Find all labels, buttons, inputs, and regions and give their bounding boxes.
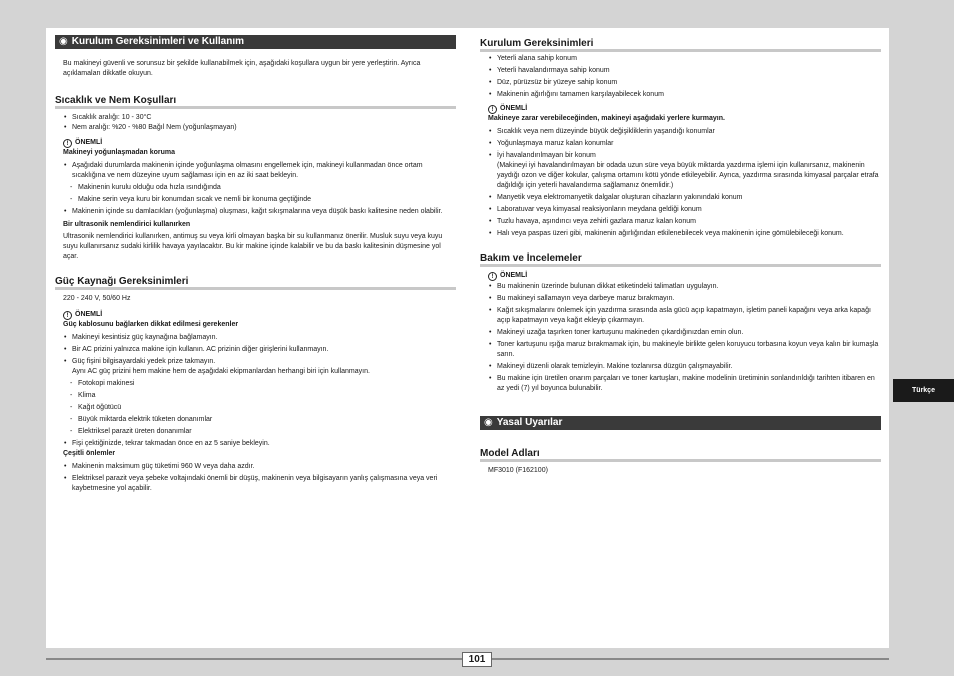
important-icon: ! [488, 272, 497, 281]
intro-text: Bu makineyi güvenli ve sorunsuz bir şekilde kullanabilmek için, aşağıdaki koşullara uygun bir yere yerleştirin. Ayrıca açıklamaları dikkatle okuyun. [63, 60, 421, 77]
list-item: • Elektriksel parazit veya şebeke voltajındaki önemli bir düşüş, makinenin veya bilgisayarın yanlış çalışmasına veya veri kaybetmesine yol açabilir. [72, 474, 456, 494]
list-item: • Sıcaklık veya nem düzeyinde büyük değişikliklerin yaşandığı konumlar [497, 127, 881, 137]
list-item: - Klima [78, 391, 456, 401]
list-item: • Makineyi düzenli olarak temizleyin. Makine tozlanırsa düzgün çalışmayabilir. [497, 362, 881, 372]
important-icon: ! [488, 105, 497, 114]
important-subheading: Makineye zarar verebileceğinden, makineyi aşağıdaki yerlere kurmayın. [488, 115, 725, 122]
list-item: • Makinenin içinde su damlacıkları (yoğunlaşma) oluşması, kağıt sıkışmalarına veya düşük baskı kalitesine neden olabilir. [72, 207, 456, 217]
section-bar-installation [55, 35, 456, 49]
power-note: Aynı AC güç prizini hem makine hem de aşağıdaki ekipmanlardan herhangi biri için kullanmayın. [72, 368, 370, 375]
list-item: • Bu makine için üretilen onarım parçaları ve toner kartuşları, makine modelinin üretiminin sonlandırıldığı tarihten itibaren en az yedi (7) yıl boyunca bulunabilir. [497, 374, 881, 394]
right-column [480, 35, 881, 476]
list-item: • Makinenin ağırlığını tamamen karşılayabilecek konum [497, 90, 881, 100]
important-label: ! ÖNEMLİ [55, 310, 456, 320]
list-item: • Makinenin maksimum güç tüketimi 960 W veya daha azdır. [72, 462, 456, 472]
heading-power: Güç Kaynağı Gereksinimleri [55, 276, 456, 290]
list-item: • Nem aralığı: %20 - %80 Bağıl Nem (yoğunlaşmayan) [72, 123, 456, 133]
ultrasonic-text: Ultrasonik nemlendirici kullanırken, antimuş su veya kirli olmayan başka bir su kullanmanız önerilir. Musluk suyu veya kuyu suyu kullanırsanız sudaki kirlilik havaya yayılacaktır. Bu kir makine içinde kalabilir ve bu da baskı kalitesinin düşmesine yol açar. [63, 233, 443, 260]
page-number: 101 [462, 652, 492, 667]
heading-model-names: Model Adları [480, 448, 881, 462]
list-item: • Düz, pürüzsüz bir yüzeye sahip konum [497, 78, 881, 88]
list-item: • Kağıt sıkışmalarını önlemek için yazdırma sırasında asla gücü açıp kapatmayın, işletim paneli kapağını veya arka kapağı açıp kapatmayın veya kağıt ekleyip çıkarmayın. [497, 306, 881, 326]
list-item: • Bu makinenin üzerinde bulunan dikkat etiketindeki talimatları uygulayın. [497, 282, 881, 292]
left-column [55, 35, 456, 494]
list-item: - Makine serin veya kuru bir konumdan sıcak ve nemli bir konuma geçtiğinde [78, 195, 456, 205]
list-item: • Yeterli alana sahip konum [497, 54, 881, 64]
section-bar-legal [480, 416, 881, 430]
list-item: - Makinenin kurulu olduğu oda hızla ısındığında [78, 183, 456, 193]
section-bullet-icon: ◉ [484, 417, 493, 428]
section-title: Kurulum Gereksinimleri ve Kullanım [71, 36, 245, 47]
list-item: • Aşağıdaki durumlarda makinenin içinde yoğunlaşma olmasını engellemek için, makineyi kullanmadan önce ortam sıcaklığına ve nem düzeyine uyum sağlaması için en az iki saat bekleyin. [72, 161, 456, 181]
important-label: ! ÖNEMLİ [55, 138, 456, 148]
list-item: - Fotokopi makinesi [78, 379, 456, 389]
list-item: • Halı veya paspas üzeri gibi, makinenin ağırlığından etkilenebilecek veya makinenin içine gömülebileceği konum. [497, 229, 881, 239]
list-item: • Sıcaklık aralığı: 10 - 30°C [72, 113, 456, 123]
language-tab[interactable]: Türkçe [893, 379, 954, 402]
heading-installation-req: Kurulum Gereksinimleri [480, 35, 881, 52]
list-item: • Makineyi kesintisiz güç kaynağına bağlamayın. [72, 333, 456, 343]
ventilation-note: (Makineyi iyi havalandırılmayan bir odada uzun süre veya büyük miktarda yazdırma işlemi için kullanırsanız, makinenin yaydığı ozon ve diğer kokular, çalışma ortamını kötü yönde etkileyebilir. Ayrıca, yazdırma sırasında kimyasal parçalar etrafa dağıldığı için yeterli havalandırma sağlamanız önemlidir.) [497, 162, 879, 189]
list-item: • Laboratuvar veya kimyasal reaksiyonların meydana geldiği konum [497, 205, 881, 215]
list-item: - Elektriksel parazit üreten donanımlar [78, 427, 456, 437]
heading-maintenance: Bakım ve İncelemeler [480, 253, 881, 267]
important-subheading: Çeşitli önlemler [63, 450, 116, 457]
voltage-text: 220 - 240 V, 50/60 Hz [63, 295, 131, 302]
list-item: • Manyetik veya elektromanyetik dalgalar oluşturan cihazların yakınındaki konum [497, 193, 881, 203]
important-icon: ! [63, 139, 72, 148]
list-item: • Toner kartuşunu ışığa maruz bırakmamak için, bu makineyle birlikte gelen koruyucu torbasına koyun veya kalın bir kumaşla sarın. [497, 340, 881, 360]
important-icon: ! [63, 311, 72, 320]
list-item: • Yoğunlaşmaya maruz kalan konumlar [497, 139, 881, 149]
model-name-text: MF3010 (F162100) [488, 467, 548, 474]
list-item: • Bir AC prizini yalnızca makine için kullanın. AC prizinin diğer girişlerini kullanmayın. [72, 345, 456, 355]
list-item: • Fişi çektiğinizde, tekrar takmadan önce en az 5 saniye bekleyin. [72, 439, 456, 449]
important-subheading: Bir ultrasonik nemlendirici kullanırken [63, 221, 191, 228]
important-label: ! ÖNEMLİ [480, 271, 881, 281]
list-item: - Kağıt öğütücü [78, 403, 456, 413]
list-item: • Makineyi uzağa taşırken toner kartuşunu makineden çıkardığınızdan emin olun. [497, 328, 881, 338]
important-label: ! ÖNEMLİ [480, 104, 881, 114]
list-item: • Güç fişini bilgisayardaki yedek prize takmayın. [72, 357, 456, 367]
important-subheading: Makineyi yoğunlaşmadan koruma [63, 149, 176, 156]
section-bullet-icon: ◉ [59, 36, 68, 47]
list-item: • İyi havalandırılmayan bir konum [497, 151, 881, 161]
list-item: • Tuzlu havaya, aşındırıcı veya zehirli gazlara maruz kalan konum [497, 217, 881, 227]
list-item: - Büyük miktarda elektrik tüketen donanımlar [78, 415, 456, 425]
list-item: • Yeterli havalandırmaya sahip konum [497, 66, 881, 76]
important-subheading: Güç kablosunu bağlarken dikkat edilmesi gerekenler [63, 321, 239, 328]
section-title: Yasal Uyarılar [496, 417, 563, 428]
heading-temperature: Sıcaklık ve Nem Koşulları [55, 95, 456, 109]
manual-page [46, 28, 889, 648]
list-item: • Bu makineyi sallamayın veya darbeye maruz bırakmayın. [497, 294, 881, 304]
